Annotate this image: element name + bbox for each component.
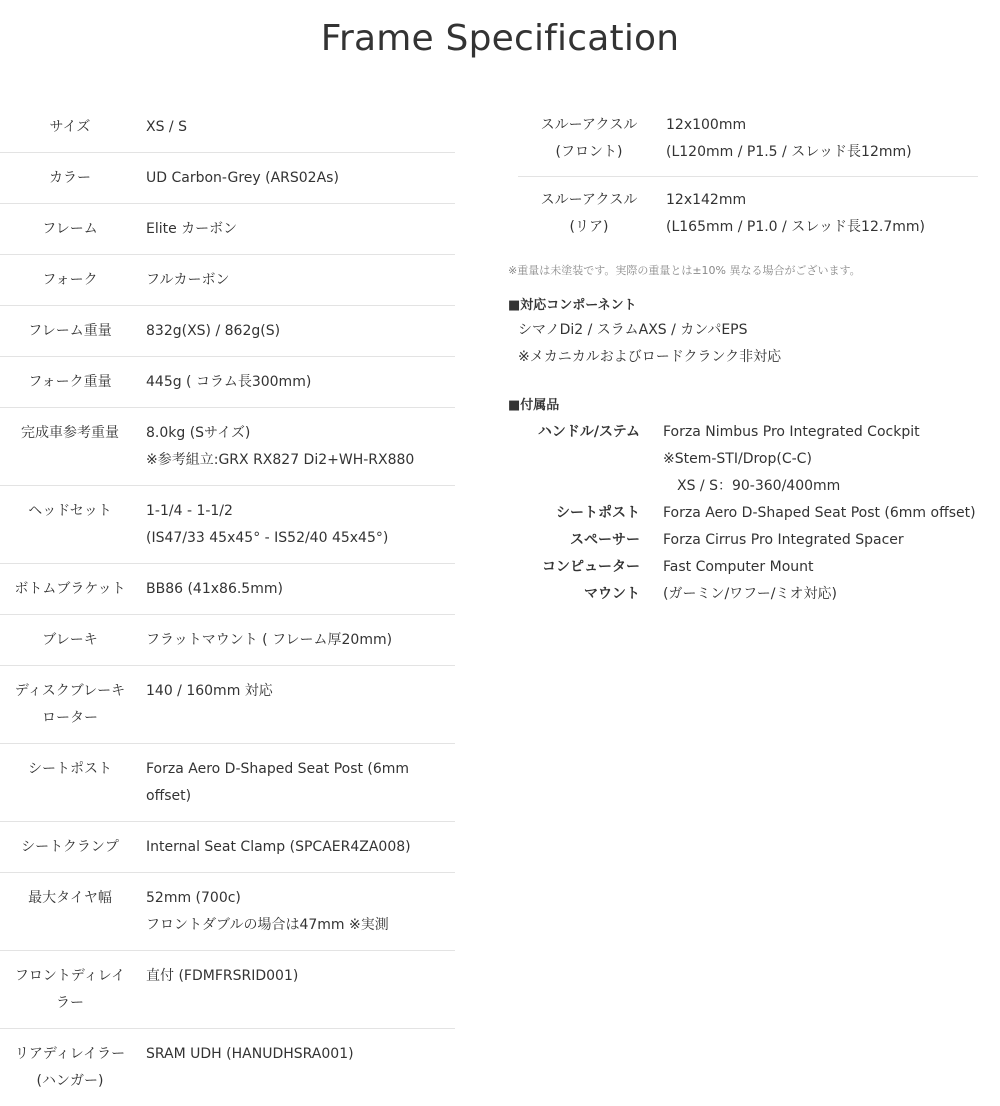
spec-value-line: (IS47/33 45x45° - IS52/40 45x45°) bbox=[146, 530, 389, 546]
axle-value-line: 12x100mm bbox=[666, 117, 747, 133]
thru-axle-table bbox=[518, 102, 978, 251]
axle-value-line: 12x142mm bbox=[666, 192, 747, 208]
components-heading: ■対応コンポーネント bbox=[508, 298, 637, 313]
spec-value-line: Forza Aero D-Shaped Seat Post (6mm offset) bbox=[146, 761, 410, 804]
accessory-row bbox=[508, 581, 978, 608]
spec-value bbox=[140, 165, 455, 192]
spec-value-line: 832g(XS) / 862g(S) bbox=[146, 323, 281, 339]
accessory-row bbox=[508, 554, 978, 581]
spec-value-line: SRAM UDH (HANUDHSRA001) bbox=[146, 1046, 354, 1062]
spec-label bbox=[0, 216, 140, 243]
accessory-label: マウント bbox=[584, 586, 640, 602]
spec-row bbox=[0, 744, 455, 822]
spec-value-line: XS / S bbox=[146, 119, 187, 135]
spec-value-line: BB86 (41x86.5mm) bbox=[146, 581, 283, 597]
spec-label-line: ブレーキ bbox=[42, 632, 98, 648]
spec-row bbox=[0, 666, 455, 744]
accessories-table bbox=[508, 419, 978, 608]
spec-value bbox=[140, 627, 455, 654]
spec-value-line: 140 / 160mm 対応 bbox=[146, 683, 273, 699]
spec-value bbox=[140, 678, 455, 732]
axle-row bbox=[518, 102, 978, 177]
spec-value bbox=[140, 318, 455, 345]
spec-row bbox=[0, 153, 455, 204]
spec-value bbox=[140, 756, 455, 810]
accessory-label: コンピューター bbox=[542, 559, 640, 575]
spec-label bbox=[0, 165, 140, 192]
spec-label bbox=[0, 1041, 140, 1095]
spec-row bbox=[0, 102, 455, 153]
accessory-value: Forza Nimbus Pro Integrated Cockpit bbox=[663, 424, 920, 440]
spec-label bbox=[0, 369, 140, 396]
spec-value-line: Elite カーボン bbox=[146, 221, 238, 237]
spec-label bbox=[0, 267, 140, 294]
spec-value-line: ※参考組立:GRX RX827 Di2+WH-RX880 bbox=[146, 452, 415, 468]
axle-value bbox=[660, 112, 978, 166]
spec-label bbox=[0, 420, 140, 474]
spec-label bbox=[0, 834, 140, 861]
accessory-row bbox=[508, 419, 978, 446]
spec-label-line: (ハンガー) bbox=[36, 1073, 104, 1089]
spec-value bbox=[140, 420, 455, 474]
axle-label bbox=[518, 112, 660, 166]
spec-value bbox=[140, 885, 455, 939]
accessory-label: スペーサー bbox=[570, 532, 640, 548]
spec-value bbox=[140, 369, 455, 396]
spec-row bbox=[0, 357, 455, 408]
spec-label-line: シートポスト bbox=[28, 761, 112, 777]
spec-label-line: ヘッドセット bbox=[28, 503, 112, 519]
spec-value bbox=[140, 498, 455, 552]
spec-label-line: サイズ bbox=[49, 119, 91, 135]
spec-value-line: 1-1/4 - 1-1/2 bbox=[146, 503, 233, 519]
spec-label bbox=[0, 963, 140, 1017]
spec-value-line: 8.0kg (Sサイズ) bbox=[146, 425, 251, 441]
spec-value-line: 52mm (700c) bbox=[146, 890, 241, 906]
accessory-label: シートポスト bbox=[556, 505, 640, 521]
components-list bbox=[508, 317, 978, 371]
spec-row bbox=[0, 822, 455, 873]
accessory-label bbox=[508, 473, 640, 500]
accessory-row bbox=[508, 500, 978, 527]
spec-label bbox=[0, 627, 140, 654]
right-column bbox=[508, 102, 978, 608]
spec-value-line: 445g ( コラム長300mm) bbox=[146, 374, 312, 390]
spec-value-line: フラットマウント ( フレーム厚20mm) bbox=[146, 632, 393, 648]
spec-label bbox=[0, 678, 140, 732]
axle-value-line: (L165mm / P1.0 / スレッド長12.7mm) bbox=[666, 219, 925, 235]
axle-label bbox=[518, 187, 660, 241]
spec-row bbox=[0, 255, 455, 306]
axle-row bbox=[518, 177, 978, 251]
spec-label-line: フォーク bbox=[42, 272, 98, 288]
spec-label bbox=[0, 114, 140, 141]
accessory-value: ※Stem-STI/Drop(C-C) bbox=[663, 451, 812, 467]
spec-label bbox=[0, 885, 140, 939]
accessory-row bbox=[508, 527, 978, 554]
spec-value bbox=[140, 114, 455, 141]
spec-row bbox=[0, 615, 455, 666]
axle-value-line: (L120mm / P1.5 / スレッド長12mm) bbox=[666, 144, 912, 160]
spec-value bbox=[140, 834, 455, 861]
spec-value bbox=[140, 267, 455, 294]
spec-label-line: リアディレイラー bbox=[14, 1046, 126, 1062]
spec-label-line: シートクランプ bbox=[21, 839, 119, 855]
spec-value bbox=[140, 1041, 455, 1095]
spec-value bbox=[140, 216, 455, 243]
spec-value-line: フロントダブルの場合は47mm ※実測 bbox=[146, 917, 389, 933]
accessory-value: Forza Aero D-Shaped Seat Post (6mm offset) bbox=[663, 505, 976, 521]
frame-spec-table bbox=[0, 102, 455, 1106]
spec-row bbox=[0, 306, 455, 357]
weight-note: ※重量は未塗装です。実際の重量とは±10% 異なる場合がございます。 bbox=[508, 264, 861, 277]
spec-label-line: 完成車参考重量 bbox=[21, 425, 119, 441]
accessory-row bbox=[508, 473, 978, 500]
spec-value bbox=[140, 963, 455, 1017]
spec-label-line: フレーム重量 bbox=[28, 323, 112, 339]
spec-value bbox=[140, 576, 455, 603]
component-line: シマノDi2 / スラムAXS / カンパEPS bbox=[518, 322, 748, 338]
spec-label-line: ボトムブラケット bbox=[14, 581, 126, 597]
axle-label-line: スルーアクスル bbox=[540, 192, 638, 208]
component-line: ※メカニカルおよびロードクランク非対応 bbox=[518, 349, 782, 365]
accessories-heading: ■付属品 bbox=[508, 398, 560, 413]
spec-row bbox=[0, 1029, 455, 1106]
accessory-row bbox=[508, 446, 978, 473]
accessory-value: Forza Cirrus Pro Integrated Spacer bbox=[663, 532, 904, 548]
spec-label-line: ラー bbox=[56, 995, 84, 1011]
axle-label-line: (フロント) bbox=[555, 144, 623, 160]
spec-label bbox=[0, 576, 140, 603]
spec-label-line: ディスクブレーキ bbox=[14, 683, 126, 699]
spec-label-line: フロントディレイ bbox=[14, 968, 126, 984]
spec-value-line: Internal Seat Clamp (SPCAER4ZA008) bbox=[146, 839, 411, 855]
axle-label-line: (リア) bbox=[569, 219, 609, 235]
spec-label bbox=[0, 756, 140, 810]
spec-label-line: フレーム bbox=[42, 221, 98, 237]
spec-row bbox=[0, 564, 455, 615]
spec-label-line: フォーク重量 bbox=[28, 374, 112, 390]
accessory-value: (ガーミン/ワフー/ミオ対応) bbox=[663, 586, 837, 602]
spec-label-line: ローター bbox=[42, 710, 98, 726]
accessory-value: Fast Computer Mount bbox=[663, 559, 814, 575]
spec-label bbox=[0, 318, 140, 345]
page-title: Frame Specification bbox=[320, 18, 680, 59]
accessory-label: ハンドル/ステム bbox=[537, 424, 640, 440]
spec-label-line: カラー bbox=[49, 170, 91, 186]
accessory-value: XS / S：90-360/400mm bbox=[677, 478, 841, 494]
spec-row bbox=[0, 873, 455, 951]
spec-row bbox=[0, 408, 455, 486]
spec-label bbox=[0, 498, 140, 552]
spec-value-line: UD Carbon-Grey (ARS02As) bbox=[146, 170, 339, 186]
axle-value bbox=[660, 187, 978, 241]
spec-label-line: 最大タイヤ幅 bbox=[28, 890, 112, 906]
spec-row bbox=[0, 486, 455, 564]
spec-row bbox=[0, 204, 455, 255]
accessory-label bbox=[508, 446, 640, 473]
spec-value-line: フルカーボン bbox=[146, 272, 230, 288]
spec-value-line: 直付 (FDMFRSRID001) bbox=[146, 968, 299, 984]
spec-row bbox=[0, 951, 455, 1029]
axle-label-line: スルーアクスル bbox=[540, 117, 638, 133]
